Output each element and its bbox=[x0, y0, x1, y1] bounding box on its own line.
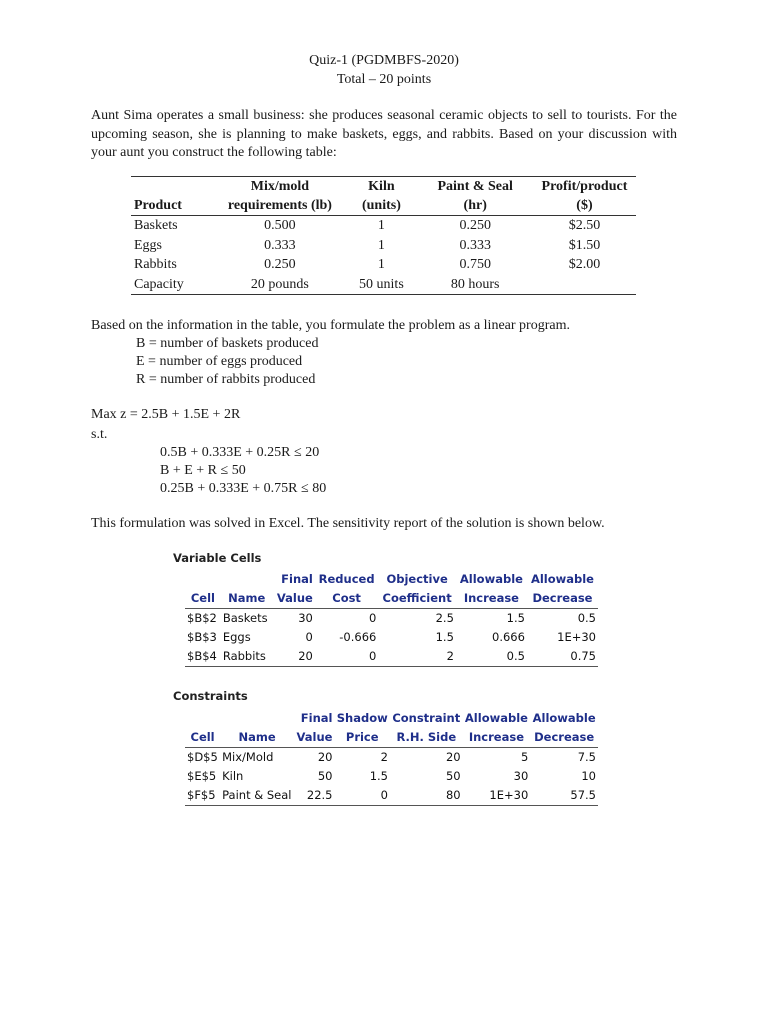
header-cell: Profit/product bbox=[541, 179, 628, 194]
solved-text: This formulation was solved in Excel. The sensitivity report of the solution is shown below. bbox=[91, 516, 605, 531]
variable-definition: B = number of baskets produced bbox=[136, 336, 319, 351]
table-cell: 1.5 bbox=[506, 611, 525, 625]
table-cell: 1 bbox=[377, 237, 385, 253]
table-cell: 0 bbox=[334, 786, 390, 806]
header-cell: Cell bbox=[185, 589, 221, 609]
header-cell: Increase bbox=[463, 728, 531, 748]
table-cell: 20 bbox=[317, 750, 333, 764]
table-cell: $B$2 bbox=[187, 611, 217, 625]
header-cell bbox=[220, 709, 294, 728]
table-cell: 0.250 bbox=[264, 257, 296, 272]
table-cell: 1E+30 bbox=[557, 630, 596, 644]
table-row bbox=[185, 609, 598, 629]
header-cell: Allowable bbox=[464, 711, 528, 725]
table-row bbox=[131, 255, 636, 275]
constraint-line: B + E + R ≤ 50 bbox=[160, 463, 246, 478]
table-cell: 2.5 bbox=[435, 611, 454, 625]
table-cell: 20 bbox=[273, 647, 315, 667]
table-cell: $1.50 bbox=[568, 237, 601, 253]
table-cell: $F$5 bbox=[185, 786, 220, 806]
header-cell bbox=[131, 177, 214, 197]
header-cell: (units) bbox=[345, 196, 417, 216]
table-cell: 0.750 bbox=[459, 257, 491, 272]
header-cell: Name bbox=[220, 728, 294, 748]
header-cell: Paint & Seal bbox=[437, 179, 513, 194]
variable-cells-header-top bbox=[185, 570, 598, 589]
table-cell: Baskets bbox=[222, 611, 268, 625]
table-cell: 10 bbox=[581, 769, 596, 783]
header-cell: Final bbox=[300, 711, 333, 725]
table-cell: 50 units bbox=[359, 276, 404, 292]
table-row bbox=[185, 748, 598, 768]
table-cell: 1.5 bbox=[369, 769, 388, 783]
constraints-header-bottom bbox=[185, 728, 598, 748]
table-cell: 0.333 bbox=[264, 237, 296, 253]
header-cell: (hr) bbox=[417, 196, 532, 216]
table-cell: Capacity bbox=[134, 276, 184, 292]
table-cell: $2.50 bbox=[568, 218, 601, 233]
table-cell: 50 bbox=[317, 769, 333, 783]
table-cell: 50 bbox=[445, 769, 461, 783]
table-cell: 1 bbox=[377, 218, 385, 233]
product-table-header-top bbox=[131, 177, 636, 197]
constraints-title: Constraints bbox=[173, 689, 248, 703]
variable-definition: R = number of rabbits produced bbox=[136, 372, 316, 387]
page-title: Quiz-1 (PGDMBFS-2020) bbox=[309, 53, 459, 68]
header-cell: requirements (lb) bbox=[214, 196, 345, 216]
header-cell: Allowable bbox=[530, 572, 594, 586]
table-cell: 0.5 bbox=[456, 647, 527, 667]
table-cell: 0.333 bbox=[459, 237, 491, 253]
header-cell: Value bbox=[294, 728, 334, 748]
constraint-line: 0.5B + 0.333E + 0.25R ≤ 20 bbox=[160, 445, 320, 460]
table-row bbox=[185, 767, 598, 786]
header-cell bbox=[221, 570, 273, 589]
header-cell: R.H. Side bbox=[390, 728, 463, 748]
table-cell: 80 bbox=[390, 786, 463, 806]
product-table bbox=[131, 176, 636, 295]
variable-cells-title: Variable Cells bbox=[173, 551, 262, 565]
table-cell: 5 bbox=[520, 750, 529, 764]
intro-paragraph: Aunt Sima operates a small business: she produces seasonal ceramic objects to sell to tourists. For the upcoming season, she is planning to make baskets, eggs, and rabbits. Based on your discussion with your aunt you construct the following table: bbox=[91, 108, 677, 160]
table-cell: 2 bbox=[380, 750, 388, 764]
header-cell: Value bbox=[273, 589, 315, 609]
table-cell: $B$4 bbox=[185, 647, 221, 667]
table-cell: Baskets bbox=[134, 218, 178, 233]
table-row bbox=[131, 216, 636, 236]
header-cell: Constraint bbox=[392, 711, 461, 725]
table-cell: $2.00 bbox=[568, 257, 601, 272]
header-cell: Cost bbox=[315, 589, 379, 609]
objective-function: Max z = 2.5B + 1.5E + 2R bbox=[91, 407, 241, 422]
header-cell bbox=[185, 570, 221, 589]
variable-definition: E = number of eggs produced bbox=[136, 354, 303, 369]
table-cell: 0.250 bbox=[459, 218, 491, 233]
table-cell: 7.5 bbox=[577, 750, 596, 764]
subject-to: s.t. bbox=[91, 427, 108, 442]
table-cell: 80 hours bbox=[450, 276, 500, 292]
header-cell: Name bbox=[221, 589, 273, 609]
header-cell: Coefficient bbox=[378, 589, 456, 609]
table-cell: 0 bbox=[369, 611, 377, 625]
header-cell: Objective bbox=[386, 572, 448, 586]
header-cell: Price bbox=[334, 728, 390, 748]
table-cell: 20 pounds bbox=[250, 276, 309, 292]
table-cell: Eggs bbox=[134, 237, 162, 253]
table-cell: 0.666 bbox=[492, 630, 525, 644]
header-cell: Reduced bbox=[318, 572, 375, 586]
table-cell: 1.5 bbox=[435, 630, 454, 644]
table-row bbox=[131, 275, 636, 295]
header-cell: Final bbox=[281, 572, 313, 586]
header-cell: Decrease bbox=[527, 589, 598, 609]
formulation-intro: Based on the information in the table, you formulate the problem as a linear program. bbox=[91, 318, 570, 333]
table-cell: 0 bbox=[305, 630, 313, 644]
table-cell: 30 bbox=[513, 769, 529, 783]
table-cell: 0.500 bbox=[264, 218, 296, 233]
constraints-header-top bbox=[185, 709, 598, 728]
header-cell: Decrease bbox=[530, 728, 598, 748]
table-cell: 22.5 bbox=[294, 786, 334, 806]
table-cell: 57.5 bbox=[530, 786, 598, 806]
table-cell: 2 bbox=[378, 647, 456, 667]
header-cell: ($) bbox=[533, 196, 636, 216]
header-cell: Mix/mold bbox=[250, 179, 310, 194]
table-cell: 1 bbox=[377, 257, 385, 272]
table-cell: Rabbits bbox=[221, 647, 273, 667]
total-points: Total – 20 points bbox=[336, 72, 432, 87]
header-cell: Cell bbox=[185, 728, 220, 748]
table-cell: Eggs bbox=[222, 630, 251, 644]
table-cell: -0.666 bbox=[339, 630, 377, 644]
header-cell bbox=[185, 709, 220, 728]
table-row bbox=[185, 647, 598, 667]
header-cell: Allowable bbox=[459, 572, 523, 586]
table-cell: 30 bbox=[298, 611, 313, 625]
table-cell: 0.75 bbox=[527, 647, 598, 667]
table-cell: 1E+30 bbox=[463, 786, 531, 806]
header-cell: Product bbox=[131, 196, 214, 216]
table-cell: 20 bbox=[445, 750, 461, 764]
header-cell: Shadow bbox=[336, 711, 388, 725]
table-cell: Kiln bbox=[222, 769, 244, 783]
table-row bbox=[131, 236, 636, 256]
table-cell: 0 bbox=[315, 647, 379, 667]
variable-cells-table bbox=[185, 570, 598, 667]
header-cell: Increase bbox=[456, 589, 527, 609]
table-cell bbox=[533, 275, 636, 295]
table-cell: $D$5 bbox=[187, 750, 218, 764]
header-cell: Kiln bbox=[368, 179, 395, 194]
table-cell: 0.5 bbox=[577, 611, 596, 625]
table-row bbox=[185, 786, 598, 806]
constraints-table bbox=[185, 709, 598, 806]
table-cell: $B$3 bbox=[187, 630, 217, 644]
table-cell: Mix/Mold bbox=[222, 750, 274, 764]
table-row bbox=[185, 628, 598, 647]
variable-cells-header-bottom bbox=[185, 589, 598, 609]
table-cell: Rabbits bbox=[134, 257, 177, 272]
product-table-header-bottom bbox=[131, 196, 636, 216]
header-cell: Allowable bbox=[532, 711, 596, 725]
constraint-line: 0.25B + 0.333E + 0.75R ≤ 80 bbox=[160, 481, 327, 496]
table-cell: Paint & Seal bbox=[220, 786, 294, 806]
table-cell: $E$5 bbox=[187, 769, 217, 783]
